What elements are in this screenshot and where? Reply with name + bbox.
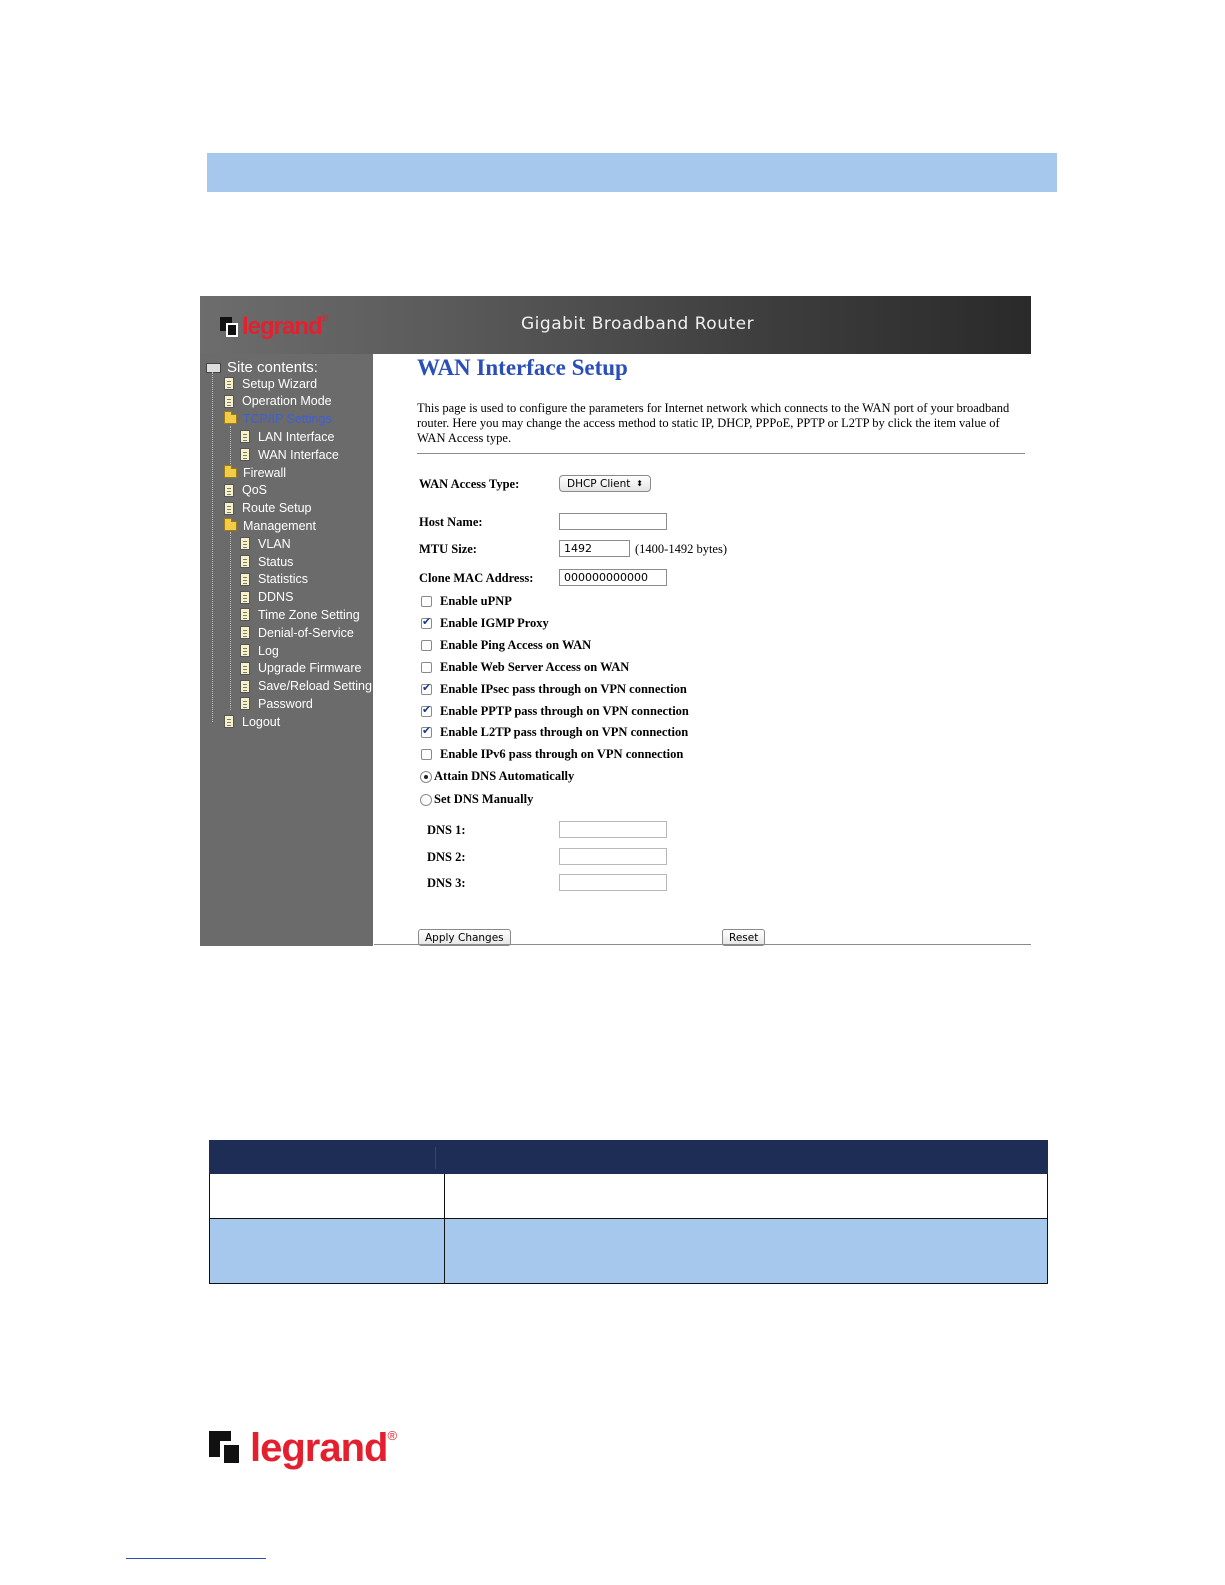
- checkbox-option[interactable]: [421, 660, 629, 675]
- sidebar-item[interactable]: [224, 500, 312, 517]
- dns-label: DNS 3:: [427, 876, 466, 891]
- checkbox[interactable]: [421, 596, 432, 607]
- sidebar-item[interactable]: [224, 482, 267, 499]
- sidebar-item-label: VLAN: [258, 536, 291, 551]
- clone-mac-input[interactable]: 000000000000: [559, 569, 667, 586]
- checkbox-label: Enable PPTP pass through on VPN connection: [440, 703, 689, 718]
- checkbox-option[interactable]: [421, 747, 683, 762]
- sidebar-item-label: WAN Interface: [258, 447, 339, 462]
- table-row: [209, 1174, 1048, 1218]
- document-icon: [240, 626, 250, 639]
- document-icon: [240, 591, 250, 604]
- sidebar: [200, 354, 373, 946]
- sidebar-item[interactable]: [240, 642, 279, 659]
- table-row: [209, 1218, 1048, 1284]
- checkbox[interactable]: [421, 706, 432, 717]
- sidebar-item-label: Upgrade Firmware: [258, 661, 362, 676]
- section-header-band: [207, 153, 1057, 192]
- sidebar-item[interactable]: [224, 375, 317, 392]
- sidebar-item-label: Operation Mode: [242, 394, 332, 409]
- document-icon: [224, 395, 234, 408]
- tree-line: [230, 426, 231, 464]
- sidebar-item-label: QoS: [242, 483, 268, 498]
- reset-button[interactable]: Reset: [722, 929, 765, 946]
- sidebar-item-label: Status: [258, 554, 294, 569]
- checkbox[interactable]: [421, 662, 432, 673]
- sidebar-item[interactable]: [224, 393, 332, 410]
- checkbox[interactable]: [421, 684, 432, 695]
- document-icon: [240, 537, 250, 550]
- dns-mode-option[interactable]: [420, 769, 574, 784]
- screenshot-bottom-rule: [374, 944, 1031, 945]
- sidebar-item-label: DDNS: [258, 590, 294, 605]
- sidebar-item-label: Save/Reload Setting: [258, 679, 372, 694]
- document-icon: [240, 697, 250, 710]
- document-icon: [240, 555, 250, 568]
- sidebar-item[interactable]: [240, 589, 293, 606]
- sidebar-item[interactable]: [240, 553, 293, 570]
- wan-access-type-label: WAN Access Type:: [419, 477, 520, 491]
- sidebar-item[interactable]: [224, 411, 332, 428]
- sidebar-item-label: Route Setup: [242, 501, 312, 516]
- document-icon: [240, 662, 250, 675]
- document-icon: [240, 608, 250, 621]
- sidebar-item[interactable]: [240, 446, 339, 463]
- computer-icon: [206, 363, 221, 373]
- sidebar-item-label: Log: [258, 643, 279, 658]
- document-icon: [240, 680, 250, 693]
- table-header-row: [209, 1140, 1048, 1174]
- host-name-input[interactable]: [559, 513, 667, 530]
- footer-legrand-logo: legrand ®: [209, 1426, 397, 1471]
- dns-mode-option[interactable]: [420, 792, 533, 807]
- router-title: Gigabit Broadband Router: [521, 314, 755, 334]
- tree-line: [212, 372, 213, 722]
- sidebar-item[interactable]: [224, 464, 286, 481]
- document-icon: [224, 715, 234, 728]
- sidebar-item[interactable]: [224, 517, 316, 534]
- document-icon: [224, 484, 234, 497]
- dns-input[interactable]: [559, 821, 667, 838]
- table-header-divider: [435, 1147, 436, 1169]
- radio-button[interactable]: [420, 794, 432, 806]
- mtu-size-hint: (1400-1492 bytes): [635, 542, 727, 556]
- checkbox-label: Enable L2TP pass through on VPN connection: [440, 725, 689, 740]
- document-icon: [224, 502, 234, 515]
- checkbox-option[interactable]: [421, 594, 512, 609]
- document-icon: [240, 644, 250, 657]
- sidebar-item[interactable]: [240, 678, 372, 695]
- wan-access-type-select[interactable]: DHCP Client ⬍: [559, 475, 651, 492]
- sidebar-item[interactable]: [224, 713, 280, 730]
- sidebar-item-label: Time Zone Setting: [258, 607, 360, 622]
- router-screenshot: [200, 296, 1031, 946]
- sidebar-item-label: Statistics: [258, 572, 309, 587]
- dns-input[interactable]: [559, 848, 667, 865]
- checkbox-option[interactable]: [421, 725, 688, 740]
- checkbox-label: Enable Ping Access on WAN: [440, 637, 592, 652]
- checkbox[interactable]: [421, 640, 432, 651]
- document-icon: [240, 573, 250, 586]
- checkbox-option[interactable]: [421, 638, 591, 653]
- parameter-table: [209, 1140, 1048, 1284]
- sidebar-item-label: TCP/IP Settings: [243, 412, 332, 427]
- checkbox-option[interactable]: [421, 616, 549, 631]
- sidebar-item-label: Firewall: [243, 465, 287, 480]
- legrand-mark-icon: [209, 1431, 243, 1467]
- sidebar-item-label: Management: [243, 518, 316, 533]
- checkbox-label: Enable Web Server Access on WAN: [440, 659, 630, 674]
- checkbox-label: Enable IGMP Proxy: [440, 615, 549, 630]
- sidebar-item-label: Logout: [242, 714, 281, 729]
- checkbox-label: Enable uPNP: [440, 594, 512, 608]
- legrand-logo: legrand ®: [220, 313, 328, 341]
- sidebar-item[interactable]: [240, 535, 291, 552]
- sidebar-item[interactable]: [240, 695, 313, 712]
- sidebar-item[interactable]: [240, 428, 334, 445]
- document-icon: [240, 430, 250, 443]
- folder-open-icon: [224, 414, 237, 424]
- divider: [417, 453, 1025, 454]
- page-description: This page is used to configure the parameters for Internet network which connects to the WAN port of your broadband router. Here you may change the access method to static IP, DHCP, PPPoE, PPTP or L2TP by click the item value of WAN Access type.: [417, 401, 1010, 445]
- tree-line: [230, 532, 231, 710]
- checkbox-option[interactable]: [421, 682, 687, 697]
- router-header: [200, 296, 1031, 354]
- checkbox[interactable]: [421, 749, 432, 760]
- sidebar-item[interactable]: [240, 571, 308, 588]
- radio-label: Set DNS Manually: [434, 792, 534, 806]
- mtu-size-input[interactable]: 1492: [559, 540, 630, 557]
- document-icon: [224, 377, 234, 390]
- dns-input[interactable]: [559, 874, 667, 891]
- clone-mac-label: Clone MAC Address:: [419, 571, 534, 585]
- footer-link-underline: [126, 1558, 266, 1559]
- checkbox-option[interactable]: [421, 704, 689, 719]
- checkbox-label: Enable IPv6 pass through on VPN connection: [440, 747, 684, 762]
- sidebar-item-label: Denial-of-Service: [258, 625, 354, 640]
- table-column-divider: [444, 1174, 445, 1284]
- main-content: [373, 354, 1031, 946]
- checkbox[interactable]: [421, 727, 432, 738]
- sidebar-item[interactable]: [240, 606, 360, 623]
- mtu-size-label: MTU Size:: [419, 542, 477, 556]
- page-title: WAN Interface Setup: [417, 355, 628, 380]
- dns-label: DNS 2:: [427, 849, 466, 864]
- apply-changes-button[interactable]: Apply Changes: [418, 929, 511, 946]
- folder-icon: [224, 468, 237, 478]
- legrand-mark-icon: [220, 317, 238, 337]
- checkbox[interactable]: [421, 618, 432, 629]
- host-name-label: Host Name:: [419, 515, 483, 529]
- sidebar-item[interactable]: [240, 624, 354, 641]
- sidebar-item[interactable]: [240, 660, 362, 677]
- sidebar-item-label: Password: [258, 696, 313, 711]
- select-arrows-icon: ⬍: [636, 479, 643, 488]
- dns-label: DNS 1:: [427, 823, 466, 837]
- folder-open-icon: [224, 521, 237, 531]
- radio-button[interactable]: [420, 771, 432, 783]
- sidebar-item-label: Setup Wizard: [242, 376, 318, 391]
- checkbox-label: Enable IPsec pass through on VPN connection: [440, 681, 687, 696]
- document-icon: [240, 448, 250, 461]
- radio-label: Attain DNS Automatically: [434, 769, 575, 783]
- sidebar-item-label: LAN Interface: [258, 429, 335, 444]
- site-contents-heading: Site contents:: [206, 359, 318, 376]
